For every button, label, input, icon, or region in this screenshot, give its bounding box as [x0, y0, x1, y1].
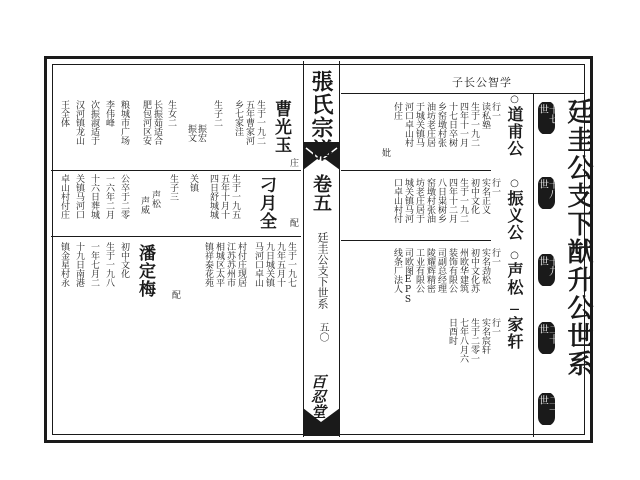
generation-badge — [536, 392, 558, 426]
person-name: 振义公 — [505, 190, 524, 241]
bio-line: 乡七家洼 — [233, 100, 243, 136]
bio-line: 振文 — [186, 124, 196, 142]
bio-line: 州欧华建筑 — [458, 248, 468, 293]
bio-line: 王全体 — [59, 100, 69, 127]
spine-right-line — [339, 61, 340, 437]
bio-line: 实名劲松 — [480, 248, 490, 284]
person-sheng — [505, 250, 523, 296]
person-name: 刁月全 — [256, 176, 276, 230]
corner-mark: 配 — [288, 218, 298, 227]
bio-line: 九年五月十 — [275, 242, 285, 287]
person-name: 道甫公 — [505, 106, 524, 157]
person-name: 家轩 — [505, 316, 524, 350]
bio-line: 司欧图EPS — [403, 248, 413, 305]
bio-line: 十六日葬城 — [89, 174, 99, 219]
bio-line: 实名正义 — [480, 178, 490, 214]
generation-label: 二一世 — [536, 392, 558, 426]
bio-line: 实名宸轩 — [480, 318, 490, 354]
bio-line: 四年十二月 — [447, 178, 457, 223]
volume-label: 卷五 — [310, 174, 332, 212]
open-circle-icon: ○ — [509, 250, 520, 262]
person-zhen — [505, 178, 523, 241]
bio-line: 李伟峰 — [104, 100, 114, 127]
bio-line: 付庄 — [392, 102, 402, 120]
generation-column — [535, 97, 559, 435]
bio-line: 初中文化 — [119, 242, 129, 278]
generation-label: 十八世 — [536, 176, 558, 210]
bio-line: 线条厂法人 — [392, 248, 402, 293]
person-name: 曹光玉 — [271, 100, 291, 154]
bio-line: 生于一九二 — [255, 100, 265, 145]
generation-label: 十七世 — [536, 101, 558, 135]
bio-line: 生于一九五 — [230, 174, 240, 219]
corner-mark: 庄 — [288, 158, 298, 167]
person-name: 潘定梅 — [135, 244, 155, 298]
bio-line: 司副总经理 — [436, 248, 446, 293]
hall-name: 百忍堂 — [309, 374, 327, 419]
person-jia — [505, 304, 523, 350]
generation-badge — [536, 101, 558, 135]
bio-line: 声松 — [150, 190, 160, 208]
bio-line: 声威 — [139, 196, 149, 214]
bio-line: 一六年二月 — [104, 174, 114, 219]
generation-badge — [536, 176, 558, 210]
bio-line: 九日城关镇 — [264, 242, 274, 287]
bio-line: 肥包河区安 — [141, 100, 151, 145]
bio-line: 陵耀辉精密 — [425, 248, 435, 293]
bio-line: 关镇马河口 — [74, 174, 84, 219]
bio-line: 一年七月二 — [89, 242, 99, 287]
bio-line: 十九日南港 — [74, 242, 84, 287]
bio-line: 初中文化 — [469, 178, 479, 214]
bio-line: 五年十月十 — [219, 174, 229, 219]
bio-line: 十七日卒树 — [447, 102, 457, 147]
bio-line: 村付庄现居 — [236, 242, 246, 287]
bio-line: 五年曹家河 — [244, 100, 254, 145]
bio-line: 坊老庄居于 — [414, 178, 424, 223]
bio-line: 乡窑墩村张 — [436, 102, 446, 147]
bio-line: 江苏苏州市 — [225, 242, 235, 287]
header-rule — [341, 93, 584, 94]
open-circle-icon: ○ — [509, 178, 520, 190]
generation-divider — [533, 94, 534, 437]
bio-line: 装饰有限公 — [447, 248, 457, 293]
row-divider — [341, 240, 491, 241]
bio-line: 初中文化苏 — [469, 248, 479, 293]
bio-line: 四年十一月 — [458, 102, 468, 147]
bio-line: 生于一九二 — [469, 102, 479, 147]
generation-label: 十九世 — [536, 253, 558, 287]
bio-line: 河口卓山村 — [403, 102, 413, 147]
bio-line: 读私塾 — [480, 102, 490, 129]
bio-line: 生于一九二 — [458, 178, 468, 223]
bio-line: 生于二零一 — [469, 318, 479, 363]
bio-line: 于城关镇马 — [414, 102, 424, 147]
row-divider — [51, 236, 301, 237]
person-dao — [505, 94, 523, 157]
bio-line: 生子二 — [212, 100, 222, 127]
bio-line: 马河口卓山 — [253, 242, 263, 287]
bio-line: 生子三 — [168, 174, 178, 201]
bio-line: 四日舒城城 — [208, 174, 218, 219]
bio-line: 妣 — [380, 148, 390, 157]
bio-line: 日酉时 — [447, 318, 457, 345]
bio-line: 相城区太平 — [214, 242, 224, 287]
bio-line: 行一 — [490, 178, 500, 196]
spine-left-line — [303, 61, 304, 437]
bio-line: 工业有限公 — [414, 248, 424, 293]
generation-label: 二十世 — [536, 321, 558, 355]
bio-line: 镇金星村永 — [59, 242, 69, 287]
bio-line: 卓山村付庄 — [59, 174, 69, 219]
generation-badge — [536, 321, 558, 355]
header-right: 子长公智学 — [452, 76, 512, 89]
bio-line: 汉河镇龙山 — [74, 100, 84, 145]
row-divider — [51, 170, 301, 171]
bio-line: 行一 — [490, 248, 500, 266]
bio-line: 七年八月六 — [458, 318, 468, 363]
bio-line: 八日粜树乡 — [436, 178, 446, 223]
page-number: 五〇 — [317, 322, 328, 342]
bio-line: 行一 — [490, 318, 500, 336]
page-title: 廷圭公支下猷升公世系 — [563, 98, 593, 378]
corner-mark: 配 — [170, 290, 180, 299]
bio-line: 振宏 — [196, 124, 206, 142]
bio-line: 生女二 — [166, 100, 176, 127]
generation-badge — [536, 253, 558, 287]
bio-line: 镇祥泰花苑 — [203, 242, 213, 287]
bio-line: 粮城市广场 — [119, 100, 129, 145]
subtitle: 廷圭公支下世系 — [316, 232, 329, 309]
row-divider — [341, 170, 491, 171]
book-title: 張氏宗譜 — [308, 70, 334, 162]
bio-line: 口卓山村付 — [392, 178, 402, 223]
dash-connector: — — [509, 304, 520, 316]
bio-line: 公卒于二零 — [119, 174, 129, 219]
bio-line: 生于一九七 — [286, 242, 296, 287]
bio-line: 油坊老庄居 — [425, 102, 435, 147]
bio-line: 城关镇马河 — [403, 178, 413, 223]
person-name: 声松 — [505, 262, 524, 296]
open-circle-icon: ○ — [509, 94, 520, 106]
bio-line: 关镇 — [188, 174, 198, 192]
bio-line: 生于一九八 — [104, 242, 114, 287]
bio-line: 行一 — [490, 102, 500, 120]
bio-line: 窑墩村张油 — [425, 178, 435, 223]
bio-line: 次振淑适于 — [89, 100, 99, 145]
bio-line: 长振茹适合 — [152, 100, 162, 145]
